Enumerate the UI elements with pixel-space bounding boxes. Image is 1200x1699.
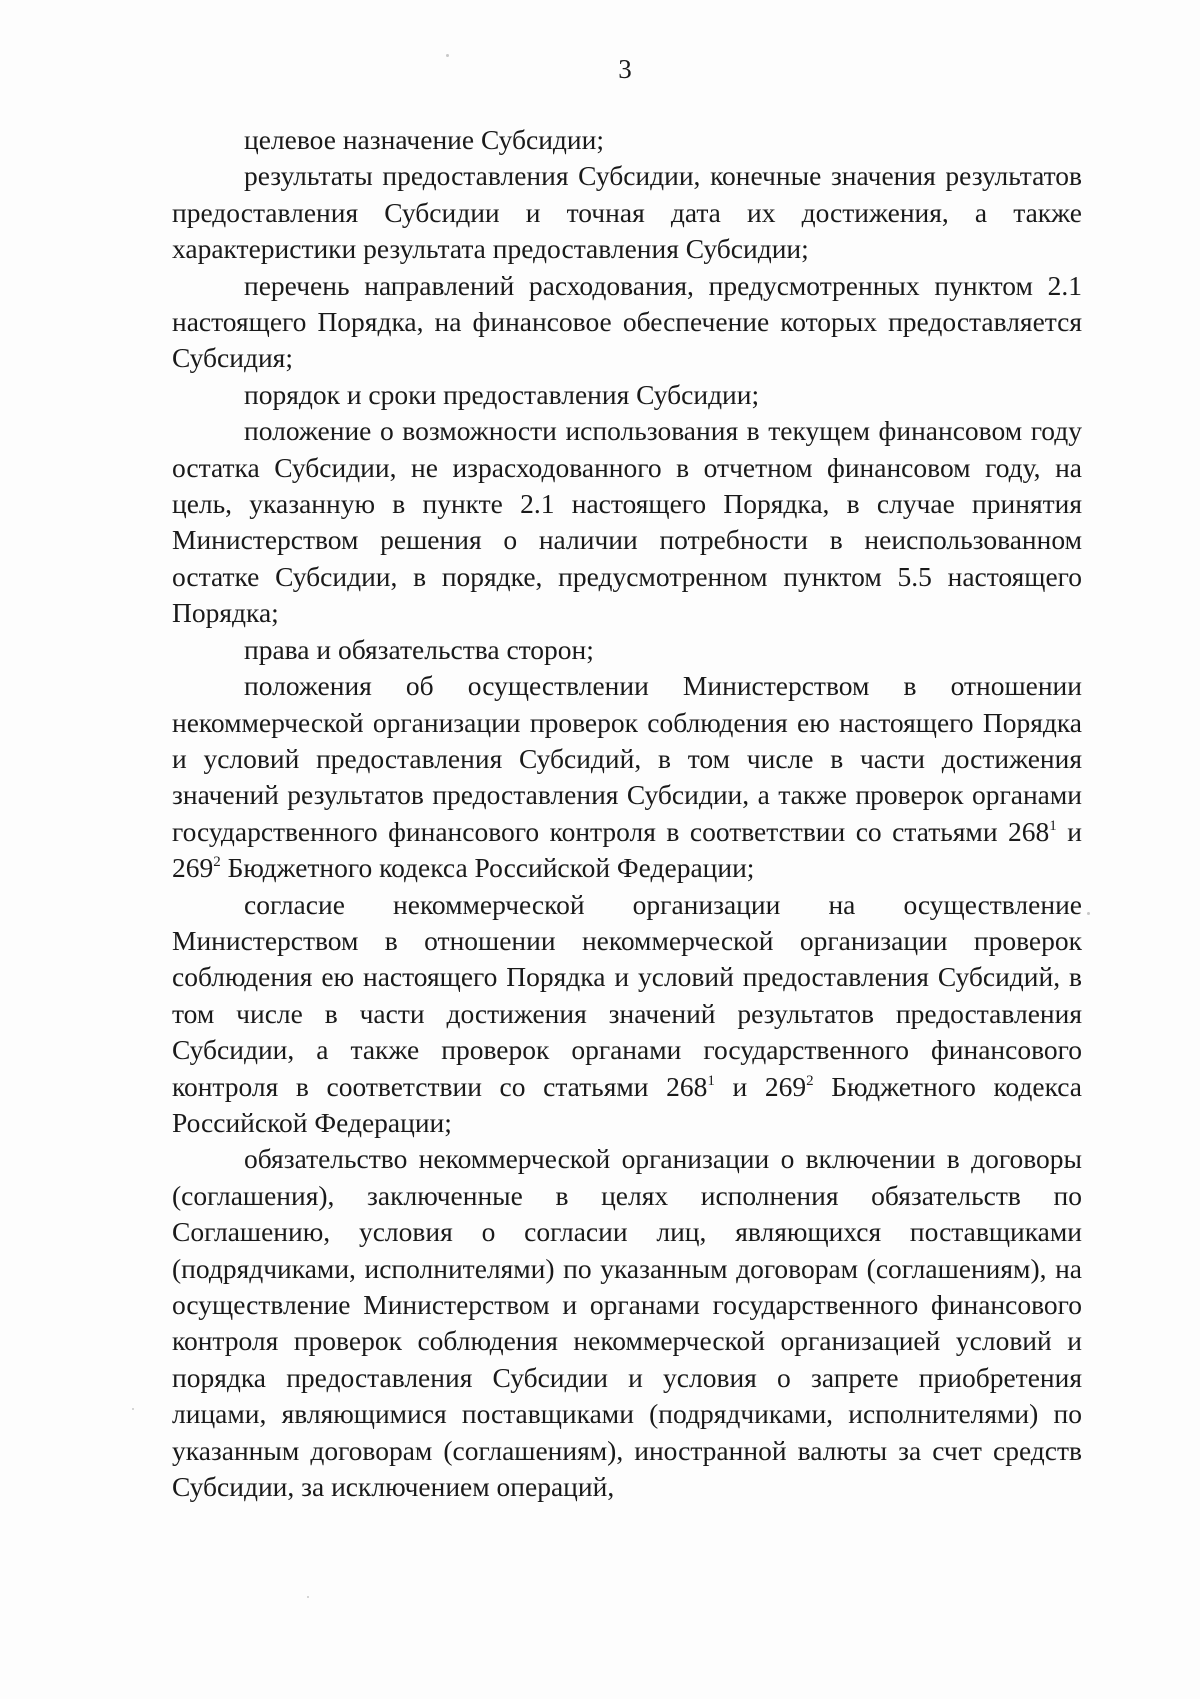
- paragraph-contract-obligation: обязательство некоммерческой организации о включении в договоры (соглашения), заключенные в целях исполнения обязательств по Соглашению, условия о согласии лиц, являющихся поставщиками (подрядчиками, исполнителями) по указанным договорам (соглашениям), на осуществление Министерством и органами государственного финансового контроля проверок соблюдения некоммерческой организацией условий и порядка предоставления Субсидии и условия о запрете приобретения лицами, являющимися поставщиками (подрядчиками, исполнителями) по указанным договорам (соглашениям), иностранной валюты за счет средств Субсидии, за исключением операций,: [172, 1143, 1082, 1503]
- page-number: 3: [618, 54, 632, 84]
- paragraph-procedure-terms: порядок и сроки предоставления Субсидии;: [244, 378, 760, 410]
- paragraph-text: Бюджетного кодекса Российской Федерации;: [220, 852, 755, 884]
- paragraph-results: результаты предоставления Субсидии, конечные значения результатов предоставления Субсидии и точная дата их достижения, а также характеристики результата предоставления Субсидии;: [172, 160, 1082, 265]
- paragraph-text: и 269: [172, 815, 1082, 884]
- paragraph-inspections-provisions: [172, 668, 1082, 886]
- paragraph-rights-obligations: права и обязательства сторон;: [244, 633, 594, 665]
- paragraph-consent: [172, 887, 1082, 1142]
- paragraph-purpose: целевое назначение Субсидии;: [244, 124, 604, 155]
- document-body: [172, 122, 1082, 1505]
- paragraph-remaining-balance: положение о возможности использования в текущем финансовом году остатка Субсидии, не израсходованного в отчетном финансовом году, на цель, указанную в пункте 2.1 настоящего Порядка, в случае принятия Министерством решения о наличии потребности в неиспользованном остатке Субсидии, в порядке, предусмотренном пунктом 5.5 настоящего Порядка;: [172, 415, 1082, 629]
- superscript: 2: [806, 1072, 814, 1089]
- paragraph-text: согласие некоммерческой организации на осуществление Министерством в отношении некоммерческой организации проверок соблюдения ею настоящего Порядка и условий предоставления Субсидий, в том числе в части достижения значений результатов предоставления Субсидии, а также проверок органами государственного финансового контроля в соответствии со статьями 268: [172, 888, 1082, 1102]
- scan-artifact: [307, 1596, 309, 1598]
- paragraph-expense-directions: перечень направлений расходования, предусмотренных пунктом 2.1 настоящего Порядка, на финансовое обеспечение которых предоставляется Субсидия;: [172, 269, 1082, 374]
- superscript: 1: [1049, 817, 1057, 834]
- paragraph-text: и 269: [714, 1070, 807, 1102]
- scan-artifact: [446, 54, 449, 57]
- superscript: 1: [707, 1072, 715, 1089]
- superscript: 2: [213, 854, 221, 871]
- paragraph-text: положения об осуществлении Министерством в отношении некоммерческой организации проверок соблюдения ею настоящего Порядка и условий предоставления Субсидий, в том числе в части достижения значений результатов предоставления Субсидии, а также проверок органами государственного финансового контроля в соответствии со статьями 268: [172, 670, 1082, 847]
- paragraph-text: Бюджетного кодекса Российской Федерации;: [172, 1070, 1082, 1138]
- scan-artifact: [132, 1408, 134, 1410]
- scan-artifact: [1087, 912, 1090, 915]
